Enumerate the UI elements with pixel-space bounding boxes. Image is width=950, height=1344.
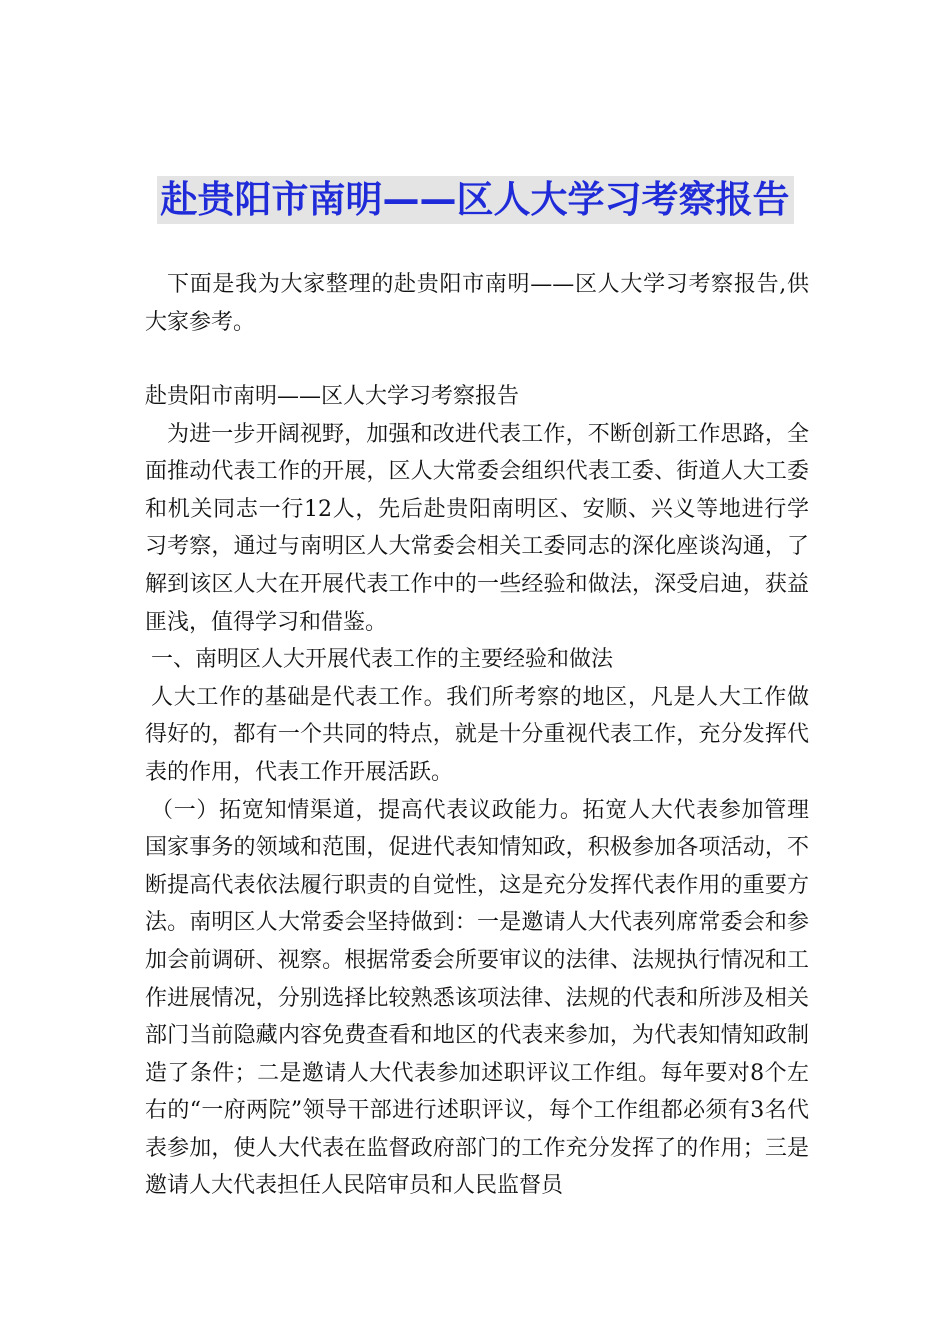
document-body [145, 378, 809, 1205]
body-paragraph: 人大工作的基础是代表工作。我们所考察的地区，凡是人大工作做得好的，都有一个共同的特点，就是十分重视代表工作，充分发挥代表的作用，代表工作开展活跃。 [145, 684, 809, 785]
document-title: 赴贵阳市南明——区人大学习考察报告 [157, 176, 794, 224]
title-container [0, 176, 950, 224]
section-heading: 一、南明区人大开展代表工作的主要经验和做法 [151, 647, 614, 673]
body-paragraph: 为进一步开阔视野，加强和改进代表工作，不断创新工作思路，全面推动代表工作的开展，区人大常委会组织代表工委、街道人大工委和机关同志一行12人，先后赴贵阳南明区、安顺、兴义等地进行学习考察，通过与南明区人大常委会相关工委同志的深化座谈沟通，了解到该区人大在开展代表工作中的一些经验和做法，深受启迪，获益匪浅，值得学习和借鉴。 [145, 421, 809, 635]
report-subtitle: 赴贵阳市南明——区人大学习考察报告 [145, 384, 520, 409]
intro-paragraph: 下面是我为大家整理的赴贵阳市南明——区人大学习考察报告,供大家参考。 [145, 272, 809, 335]
body-paragraph: （一）拓宽知情渠道，提高代表议政能力。拓宽人大代表参加管理国家事务的领域和范围，促进代表知情知政，积极参加各项活动，不断提高代表依法履行职责的自觉性，这是充分发挥代表作用的重要方法。南明区人大常委会坚持做到：一是邀请人大代表列席常委会和参加会前调研、视察。根据常委会所要审议的法律、法规执行情况和工作进展情况，分别选择比较熟悉该项法律、法规的代表和所涉及相关部门当前隐藏内容免费查看和地区的代表来参加，为代表知情知政制造了条件；二是邀请人大代表参加述职评议工作组。每年要对8个左右的“一府两院”领导干部进行述职评议，每个工作组都必须有3名代表参加，使人大代表在监督政府部门的工作充分发挥了的作用；三是邀请人大代表担任人民陪审员和人民监督员 [145, 797, 809, 1199]
